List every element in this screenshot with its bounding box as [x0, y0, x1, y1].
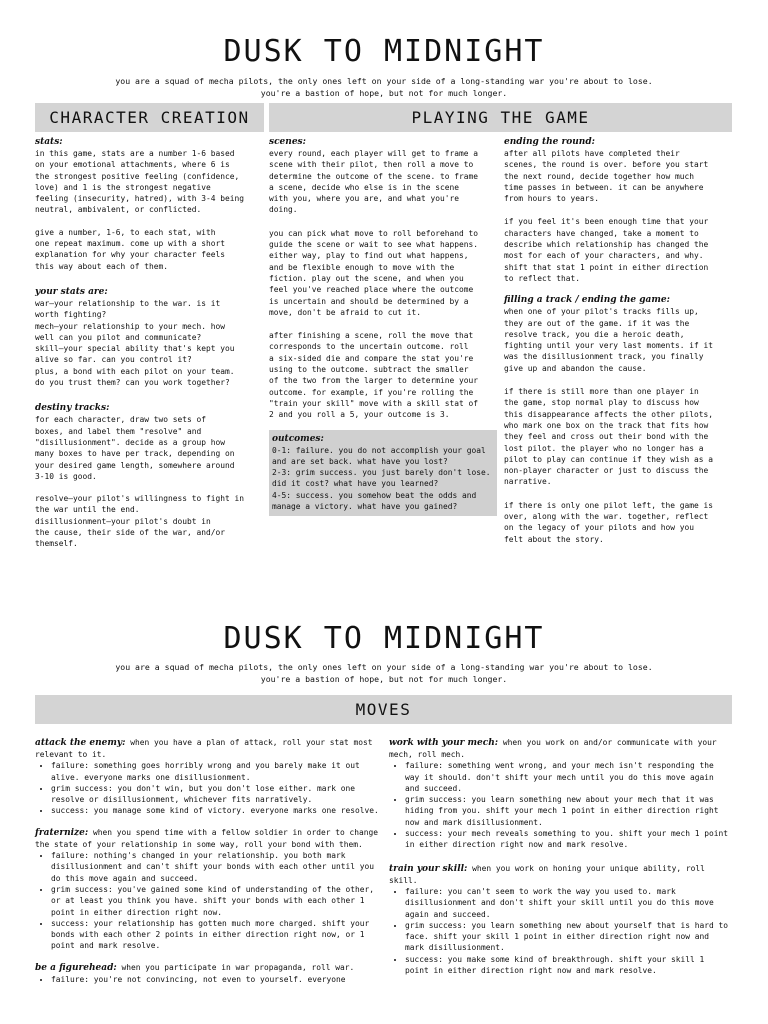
outcomes-heading: outcomes:: [272, 433, 324, 444]
list-item: • success: your mech reveals something to you. shift your mech 1 point in either direction right now and mark resolve.: [405, 828, 732, 851]
move-work-with-your-mech: [389, 737, 732, 851]
move-heading: work with your mech:: [389, 738, 499, 748]
move-outcomes: [35, 760, 381, 816]
list-item: • grim success: you learn something new about yourself that is hard to face. shift your skill 1 point in either direction right now and mark disillusionment.: [405, 920, 732, 954]
list-item: • failure: you can't seem to work the way you used to. mark disillusionment and don't shift your skill until you do this move again and succeed.: [405, 886, 732, 920]
move-heading: fraternize:: [35, 827, 89, 838]
filling-track-paragraph-3: if there is only one pilot left, the game is over, along with the war. together, reflect on the legacy of your pilots and how you felt about the story.: [504, 500, 714, 544]
scenes-paragraph: every round, each player will get to frame a scene with their pilot, then roll a move to determine the outcome of the scene. to frame a scene, decide who else is in the scene with you, where you are, and what you're doing.: [269, 149, 479, 215]
column-ending: [504, 136, 732, 556]
list-item: • grim success: you've gained some kind of understanding of the other, or at least you think you have. shift your bonds with each other 1 point in either direction right now.: [51, 884, 381, 918]
page-title: DUSK TO MIDNIGHT: [223, 34, 545, 69]
move-outcomes: [35, 850, 381, 952]
outcomes-box: [269, 430, 497, 517]
destiny-tracks-paragraph: for each character, draw two sets of boxes, and label them "resolve" and "disillusionment". decide as a group how many boxes to have per track, depending on your desired game length, somewhere around 3-10 is good.: [35, 415, 235, 481]
move-intro: when you work on honing your unique ability, roll skill.: [389, 863, 705, 885]
column-playing-scenes: [269, 136, 497, 516]
ending-round-paragraph-2: if you feel it's been enough time that your characters have changed, take a moment to describe which relationship has changed the most for each of your characters, and why. shift that stat 1 point in either direction to reflect that.: [504, 217, 709, 283]
list-item: • failure: something goes horribly wrong and you barely make it out alive. everyone marks one disillusionment.: [51, 760, 381, 783]
stats-heading: stats:: [35, 137, 63, 147]
move-intro: when you spend time with a fellow soldier in order to change the state of your relationship in some way, roll your bond with them.: [35, 827, 378, 849]
your-stats-paragraph: war—your relationship to the war. is it worth fighting? mech—your relationship to your mech. how well can you pilot and communicate? skill—your special ability that's kept you alive so far. can you control it? plus, a bond with each pilot on your team. do you trust them? can you work together?: [35, 298, 235, 388]
list-item: • success: you make some kind of breakthrough. shift your skill 1 point in either direction right now and mark resolve.: [405, 954, 732, 977]
filling-track-paragraph: when one of your pilot's tracks fills up, they are out of the game. if it was the resolve track, you die a heroic death, fighting until your very last moments. if it was the disillusionment track, you finally give up and abandon the cause.: [504, 307, 714, 373]
move-attack-the-enemy: [35, 737, 381, 817]
filling-track-heading: filling a track / ending the game:: [504, 295, 670, 306]
move-outcomes: [389, 760, 732, 850]
moves-column-right: [389, 737, 732, 982]
section-header-character-creation: CHARACTER CREATION: [35, 103, 264, 132]
list-item: • grim success: you learn something new about your mech that it was hiding from you. shift your mech 1 point in either direction right now and mark disillusionment.: [405, 794, 732, 828]
move-outcomes: [35, 974, 381, 985]
ending-round-heading: ending the round:: [504, 137, 595, 147]
move-intro: when you have a plan of attack, roll your stat most relevant to it.: [35, 738, 373, 759]
stats-paragraph: in this game, stats are a number 1-6 based on your emotional attachments, where 6 is the strongest positive feeling (confidence, love) and 1 is the strongest negative feeling (insecurity, hatred), with 3-4 being neutral, ambivalent, or conflicted.: [35, 149, 245, 215]
filling-track-paragraph-2: if there is still more than one player in the game, stop normal play to discuss how this disappearance affects the other pilots, who mark one box on the track that fits how they feel and cross out their bond with the lost pilot. the player who no longer has a pilot to play can continue if they wish as a non-player character or just to discuss the narrative.: [504, 387, 714, 487]
move-intro: when you participate in war propaganda, roll war.: [116, 962, 355, 972]
destiny-tracks-heading: destiny tracks:: [35, 403, 110, 414]
list-item: • grim success: you don't win, but you don't lose either. mark one resolve or disillusionment, whichever fits narratively.: [51, 783, 381, 806]
move-outcomes: [389, 886, 732, 976]
move-fraternize: [35, 827, 381, 952]
ending-round-paragraph: after all pilots have completed their scenes, the round is over. before you start the next round, decide together how much time passes in between. it can be anywhere from hours to years.: [504, 149, 709, 204]
list-item: • success: your relationship has gotten much more charged. shift your bonds with each other 2 points in either direction right now, or 1 point and mark resolve.: [51, 918, 381, 952]
list-item: • failure: you're not convincing, not even to yourself. everyone: [51, 974, 381, 985]
move-heading: be a figurehead:: [35, 962, 117, 973]
section-header-playing-the-game: PLAYING THE GAME: [269, 103, 732, 132]
column-character-creation: [35, 136, 267, 561]
move-be-a-figurehead: [35, 962, 381, 985]
move-intro: when you work on and/or communicate with your mech, roll mech.: [389, 738, 717, 759]
list-item: • failure: something went wrong, and your mech isn't responding the way it should. don't shift your mech until you do this move again and succeed.: [405, 760, 732, 794]
scenes-paragraph-2: you can pick what move to roll beforehand to guide the scene or wait to see what happens. either way, play to find out what happens, and be flexible enough to move with the fiction. play out the scene, and when you feel you've reached place where the outcome is uncertain and should be determined by a move, don't be afraid to cut it.: [269, 228, 479, 317]
destiny-tracks-paragraph-2: resolve—your pilot's willingness to fight in the war until the end. disillusionment—your pilot's doubt in the cause, their side of the war, and/or themself.: [35, 494, 245, 549]
tagline: you are a squad of mecha pilots, the only ones left on your side of a long-standing war you're about to lose. you're a bastion of hope, but not for much longer.: [115, 76, 653, 98]
moves-column-left: [35, 737, 381, 991]
list-item: • failure: nothing's changed in your relationship. you both mark disillusionment and can't shift your bonds with each other until you do this move again and succeed.: [51, 850, 381, 884]
move-train-your-skill: [389, 863, 732, 977]
scenes-paragraph-3: after finishing a scene, roll the move that corresponds to the uncertain outcome. roll a six-sided die and compare the stat you're using to the outcome. subtract the smaller of the two from the larger to determine your outcome. for example, if you're rolling the "train your skill" move with a skill stat of 2 and you roll a 5, your outcome is 3.: [269, 331, 479, 420]
stats-paragraph-2: give a number, 1-6, to each stat, with one repeat maximum. come up with a short explanation for why your character feels this way about each of them.: [35, 227, 226, 271]
list-item: • success: you manage some kind of victory. everyone marks one resolve.: [51, 805, 381, 816]
your-stats-heading: your stats are:: [35, 286, 108, 297]
page-title-2: DUSK TO MIDNIGHT: [223, 621, 545, 656]
tagline-2: you are a squad of mecha pilots, the only ones left on your side of a long-standing war you're about to lose. you're a bastion of hope, but not for much longer.: [115, 662, 653, 684]
scenes-heading: scenes:: [269, 137, 306, 147]
move-heading: train your skill:: [389, 863, 468, 874]
outcomes-paragraph: 0-1: failure. you do not accomplish your goal and are set back. what have you lost? 2-3: grim success. you just barely don't lose. did it cost? what have you learned? 4-5: success. you somehow beat the odds and manage a victory. what have you gained?: [272, 445, 491, 512]
move-heading: attack the enemy:: [35, 738, 126, 748]
section-header-moves: MOVES: [35, 695, 732, 724]
